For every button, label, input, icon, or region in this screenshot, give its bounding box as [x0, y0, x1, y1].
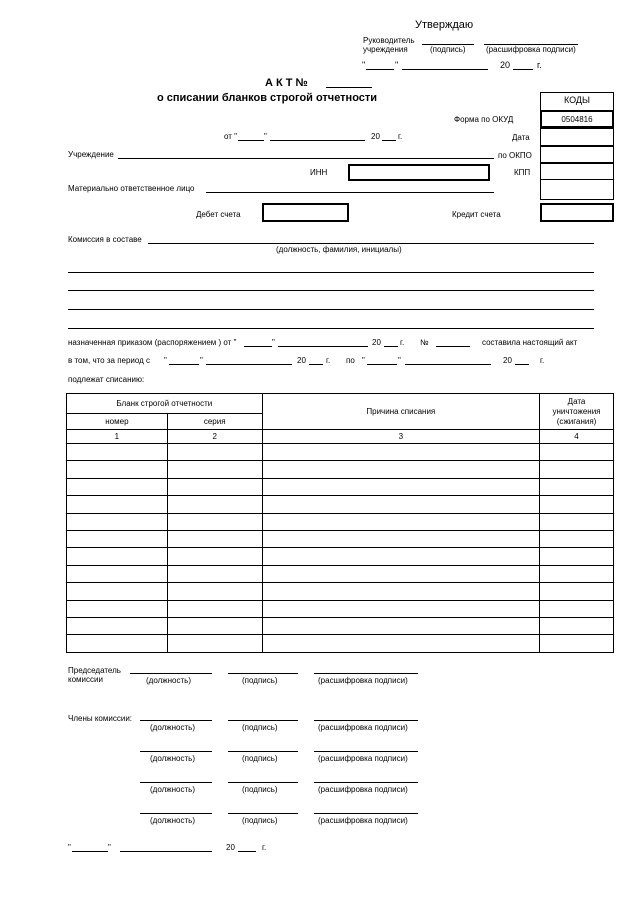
responsible-label: Материально ответственное лицо [68, 184, 195, 193]
act-label: А К Т № [265, 77, 308, 89]
order-quote-close: " [272, 338, 275, 347]
members-label: Члены комиссии: [68, 714, 133, 723]
approval-day-line[interactable] [366, 69, 394, 70]
table-cell[interactable] [262, 496, 539, 513]
table-cell[interactable] [67, 635, 168, 652]
date-from: от " [224, 132, 237, 141]
table-cell[interactable] [540, 565, 614, 582]
index-cell-1: 1 [67, 430, 168, 444]
table-row [67, 461, 614, 478]
kpp-label: КПП [514, 168, 531, 177]
okpo-code-box[interactable] [540, 146, 614, 163]
reason-header-cell: Причина списания [262, 394, 539, 430]
member-signature-caption: (подпись) [242, 723, 278, 732]
period-to-quote-open: " [362, 356, 365, 365]
table-cell[interactable] [540, 548, 614, 565]
period-to-year-prefix: 20 [503, 356, 512, 365]
commission-line-2[interactable] [68, 272, 594, 273]
commission-line-5[interactable] [68, 328, 594, 329]
inn-label: ИНН [310, 168, 328, 177]
table-row [67, 635, 614, 652]
table-cell[interactable] [67, 461, 168, 478]
period-to-label: по [346, 356, 355, 365]
period-from-day-line[interactable] [169, 364, 199, 365]
member-position-line[interactable] [140, 782, 212, 783]
table-cell[interactable] [167, 583, 262, 600]
period-from-quote-open: " [164, 356, 167, 365]
approval-quote-close: " [395, 60, 399, 70]
order-month-line[interactable] [278, 346, 368, 347]
member-decode-line[interactable] [314, 720, 418, 721]
number-header-cell: номер [67, 414, 168, 430]
table-cell[interactable] [262, 513, 539, 530]
member-decode-line[interactable] [314, 813, 418, 814]
order-year-line[interactable] [384, 346, 398, 347]
table-cell[interactable] [540, 600, 614, 617]
table-cell[interactable] [167, 478, 262, 495]
date-day-line[interactable] [238, 140, 264, 141]
table-cell[interactable] [262, 530, 539, 547]
footer-year-suffix: г. [262, 843, 267, 852]
table-cell[interactable] [262, 444, 539, 461]
chair-label-1: Председатель [68, 666, 121, 675]
table-row [67, 496, 614, 513]
table-cell[interactable] [262, 600, 539, 617]
member-position-line[interactable] [140, 720, 212, 721]
approval-year-prefix: 20 [500, 60, 511, 70]
table-row [67, 583, 614, 600]
index-cell-4: 4 [540, 430, 614, 444]
order-number-label: № [420, 338, 429, 347]
member-signature-line[interactable] [228, 782, 298, 783]
member-position-line[interactable] [140, 751, 212, 752]
approval-quote-open: " [362, 60, 366, 70]
inn-field[interactable] [348, 164, 490, 181]
date-year-suffix: г. [398, 132, 403, 141]
member-position-caption: (должность) [150, 754, 195, 763]
institution-field[interactable] [118, 158, 494, 159]
period-from-year-line[interactable] [309, 364, 323, 365]
table-cell[interactable] [67, 513, 168, 530]
member-decode-caption: (расшифровка подписи) [318, 785, 408, 794]
okud-code-value: 0504816 [561, 115, 593, 124]
approval-sign-caption: (подпись) [430, 45, 466, 54]
date-header-line-2: уничтожения [552, 406, 601, 416]
period-to-quote-close: " [398, 356, 401, 365]
table-row [67, 617, 614, 634]
table-row [67, 600, 614, 617]
table-cell[interactable] [167, 635, 262, 652]
index-cell-2: 2 [167, 430, 262, 444]
act-number-line[interactable] [326, 87, 372, 88]
table-cell[interactable] [167, 617, 262, 634]
member-decode-caption: (расшифровка подписи) [318, 723, 408, 732]
date-header-line-1: Дата [567, 396, 586, 406]
table-cell[interactable] [167, 444, 262, 461]
table-cell[interactable] [167, 565, 262, 582]
chair-position-line[interactable] [130, 673, 212, 674]
table-cell[interactable] [67, 565, 168, 582]
period-to-day-line[interactable] [367, 364, 397, 365]
table-cell[interactable] [540, 461, 614, 478]
table-cell[interactable] [540, 530, 614, 547]
table-cell[interactable] [67, 478, 168, 495]
commission-line-1[interactable] [148, 243, 594, 244]
table-row [67, 565, 614, 582]
order-compiled: составила настоящий акт [482, 338, 578, 347]
chair-decode-caption: (расшифровка подписи) [318, 676, 408, 685]
order-day-line[interactable] [244, 346, 272, 347]
footer-quote-close: " [108, 843, 111, 852]
period-text: в том, что за период с [68, 356, 151, 365]
write-off-table [66, 393, 614, 653]
commission-line-4[interactable] [68, 309, 594, 310]
table-cell[interactable] [540, 444, 614, 461]
period-to-month-line[interactable] [405, 364, 491, 365]
responsible-field[interactable] [206, 192, 494, 193]
table-cell[interactable] [262, 565, 539, 582]
debit-field[interactable] [262, 203, 349, 222]
table-cell[interactable] [262, 461, 539, 478]
table-row [67, 478, 614, 495]
act-subtitle: о списании бланков строгой отчетности [157, 92, 378, 104]
chair-signature-caption: (подпись) [242, 676, 278, 685]
member-decode-caption: (расшифровка подписи) [318, 754, 408, 763]
index-cell-3: 3 [262, 430, 539, 444]
table-cell[interactable] [67, 444, 168, 461]
table-cell[interactable] [540, 583, 614, 600]
period-from-year-suffix: г. [326, 356, 331, 365]
chair-label-2: комиссии [68, 675, 103, 684]
approval-year-suffix: г. [537, 60, 542, 70]
series-header-cell: серия [167, 414, 262, 430]
member-decode-caption: (расшифровка подписи) [318, 816, 408, 825]
table-row [67, 548, 614, 565]
approval-title: Утверждаю [415, 19, 474, 31]
date-year-line[interactable] [382, 140, 396, 141]
table-cell[interactable] [67, 530, 168, 547]
table-cell[interactable] [540, 478, 614, 495]
table-cell[interactable] [540, 496, 614, 513]
date-year-prefix: 20 [371, 132, 380, 141]
commission-label: Комиссия в составе [68, 235, 142, 244]
table-cell[interactable] [67, 496, 168, 513]
table-cell[interactable] [67, 548, 168, 565]
chair-signature-line[interactable] [228, 673, 298, 674]
table-cell[interactable] [167, 513, 262, 530]
member-position-line[interactable] [140, 813, 212, 814]
footer-month-line[interactable] [120, 851, 212, 852]
approval-year-line[interactable] [513, 69, 533, 70]
period-from-month-line[interactable] [206, 364, 292, 365]
group-header-cell: Бланк строгой отчетности [67, 394, 263, 414]
write-off-label: подлежат списанию: [68, 375, 145, 384]
footer-year-prefix: 20 [226, 843, 235, 852]
table-cell[interactable] [67, 617, 168, 634]
member-signature-line[interactable] [228, 720, 298, 721]
order-appointed: назначенная приказом (распоряжением ) от " [68, 338, 237, 347]
table-cell[interactable] [167, 530, 262, 547]
table-row [67, 513, 614, 530]
order-year-prefix: 20 [372, 338, 381, 347]
member-signature-caption: (подпись) [242, 785, 278, 794]
kpp-code-box[interactable] [540, 163, 614, 180]
table-cell[interactable] [262, 583, 539, 600]
commission-caption: (должность, фамилия, инициалы) [276, 245, 402, 254]
member-position-caption: (должность) [150, 785, 195, 794]
table-body [67, 444, 614, 653]
table-cell[interactable] [167, 461, 262, 478]
credit-field[interactable] [540, 203, 614, 222]
member-signature-caption: (подпись) [242, 816, 278, 825]
table-cell[interactable] [167, 496, 262, 513]
period-from-quote-close: " [200, 356, 203, 365]
table-cell[interactable] [262, 548, 539, 565]
date-month-line[interactable] [270, 140, 365, 141]
date-code-box[interactable] [540, 128, 614, 146]
member-decode-line[interactable] [314, 751, 418, 752]
credit-label: Кредит счета [452, 210, 501, 219]
member-signature-caption: (подпись) [242, 754, 278, 763]
date-label: Дата [512, 133, 530, 142]
member-position-caption: (должность) [150, 816, 195, 825]
table-cell[interactable] [167, 548, 262, 565]
order-year-suffix: г. [400, 338, 405, 347]
table-cell[interactable] [67, 583, 168, 600]
commission-line-3[interactable] [68, 290, 594, 291]
period-to-year-suffix: г. [540, 356, 545, 365]
table-cell[interactable] [262, 617, 539, 634]
table-cell[interactable] [540, 617, 614, 634]
codes-header: КОДЫ [563, 95, 590, 105]
table-cell[interactable] [67, 600, 168, 617]
approval-head-label-2: учреждения [363, 45, 408, 54]
date-header-line-3: (сжигания) [556, 416, 597, 426]
footer-year-line[interactable] [238, 851, 256, 852]
member-position-caption: (должность) [150, 723, 195, 732]
table-row [67, 530, 614, 547]
member-decode-line[interactable] [314, 782, 418, 783]
footer-quote-open: " [68, 843, 71, 852]
footer-day-line[interactable] [72, 851, 108, 852]
table-cell[interactable] [262, 478, 539, 495]
table-row [67, 444, 614, 461]
chair-decode-line[interactable] [314, 673, 418, 674]
member-signature-line[interactable] [228, 751, 298, 752]
chair-position-caption: (должность) [146, 676, 191, 685]
table-cell[interactable] [167, 600, 262, 617]
table-cell[interactable] [540, 513, 614, 530]
member-signature-line[interactable] [228, 813, 298, 814]
okud-label: Форма по ОКУД [454, 115, 514, 124]
table-cell[interactable] [262, 635, 539, 652]
period-from-year-prefix: 20 [297, 356, 306, 365]
date-header-cell [540, 394, 614, 430]
institution-label: Учреждение [68, 150, 114, 159]
order-number-line[interactable] [436, 346, 470, 347]
approval-head-label-1: Руководитель [363, 36, 415, 45]
okpo-label: по ОКПО [498, 151, 532, 160]
approval-decode-caption: (расшифровка подписи) [486, 45, 576, 54]
table-cell[interactable] [540, 635, 614, 652]
period-to-year-line[interactable] [515, 364, 529, 365]
debit-label: Дебет счета [196, 210, 241, 219]
date-quote-close: " [264, 132, 267, 141]
approval-month-line[interactable] [402, 69, 488, 70]
